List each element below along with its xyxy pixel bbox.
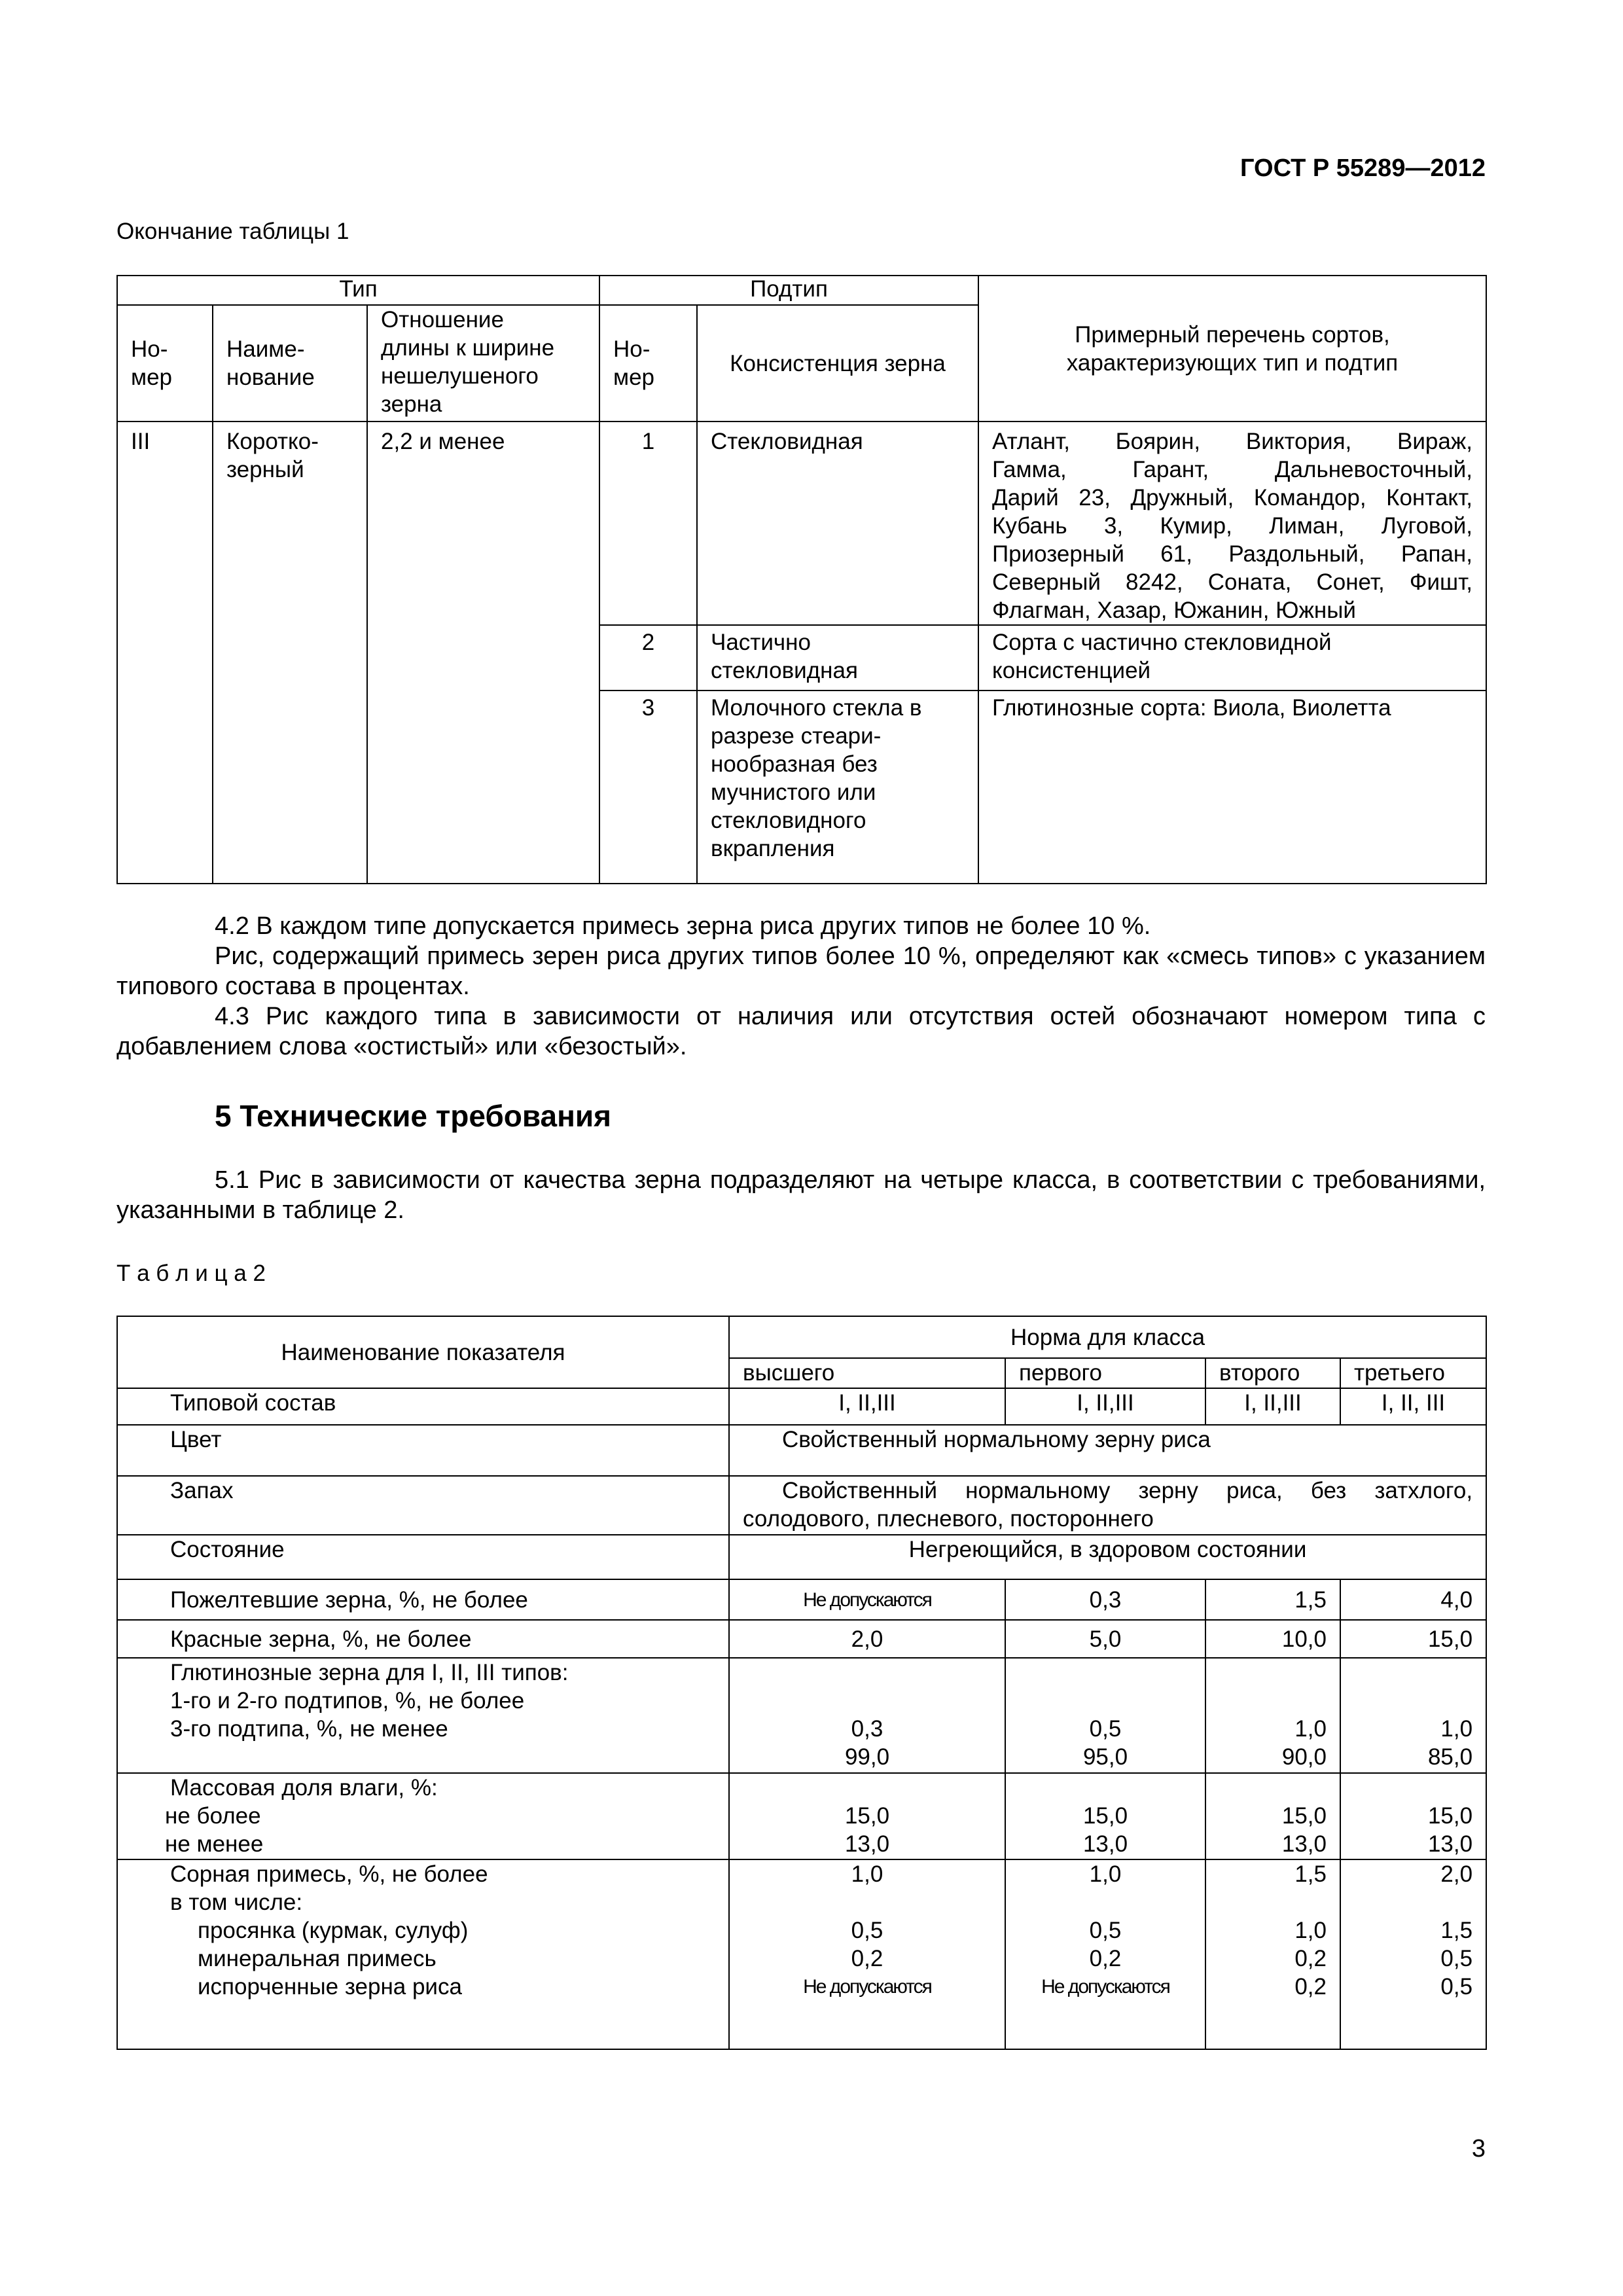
t2-vlaga-v2: 15,0 13,0 bbox=[1005, 1773, 1205, 1859]
t1-head-otnosh: Отношение длины к ширине нешелушеного зерна bbox=[367, 305, 599, 422]
t2-glyut-label: Глютинозные зерна для I, II, III типов: 1-го и 2-го подтипов, %, не более 3-го подтипа, %, не менее bbox=[117, 1658, 729, 1773]
doc-code: ГОСТ Р 55289—2012 bbox=[1240, 154, 1486, 182]
table1-caption: Окончание таблицы 1 bbox=[116, 219, 349, 244]
t2-pozh-v3: 1,5 bbox=[1205, 1579, 1340, 1620]
t2-pozh-v1: Не допускаются bbox=[729, 1579, 1005, 1620]
t2-sost-label: Состояние bbox=[117, 1535, 729, 1579]
t2-vlaga-v1: 15,0 13,0 bbox=[729, 1773, 1005, 1859]
t2-head-class-3: второго bbox=[1205, 1358, 1340, 1388]
section-title: 5 Технические требования bbox=[215, 1099, 611, 1133]
t2-head-class-4: третьего bbox=[1340, 1358, 1486, 1388]
t2-kras-label: Красные зерна, %, не более bbox=[117, 1620, 729, 1658]
table-row bbox=[117, 1620, 1486, 1658]
table-row bbox=[117, 1535, 1486, 1579]
t2-sorn-v4: 2,0 1,5 0,5 0,5 bbox=[1340, 1859, 1486, 2049]
t2-pozh-label: Пожелтевшие зерна, %, не более bbox=[117, 1579, 729, 1620]
t2-glyut-v2: 0,5 95,0 bbox=[1005, 1658, 1205, 1773]
t1-head-nomer: Но- мер bbox=[117, 305, 213, 422]
t2-glyut-v3: 1,0 90,0 bbox=[1205, 1658, 1340, 1773]
t2-tip-v3: I, II,III bbox=[1205, 1388, 1340, 1425]
table-row bbox=[117, 1773, 1486, 1859]
t2-cvet-val: Свойственный нормальному зерну риса bbox=[729, 1425, 1486, 1476]
table-row bbox=[117, 1476, 1486, 1535]
table-row bbox=[117, 1658, 1486, 1773]
t2-kras-v2: 5,0 bbox=[1005, 1620, 1205, 1658]
para-5-1: 5.1 Рис в зависимости от качества зерна подразделяют на четыре класса, в соответствии с требованиями, указанными в таблице 2. bbox=[116, 1166, 1486, 1224]
table-row bbox=[117, 1388, 1486, 1425]
t1-sub2-num: 2 bbox=[599, 625, 697, 691]
t2-tip-label: Типовой состав bbox=[117, 1388, 729, 1425]
t2-tip-v1: I, II,III bbox=[729, 1388, 1005, 1425]
t2-vlaga-v3: 15,0 13,0 bbox=[1205, 1773, 1340, 1859]
t2-zapah-val: Свойственный нормальному зерну риса, без затхлого, солодового, плесневого, постороннего bbox=[729, 1476, 1486, 1535]
t2-vlaga-label: Массовая доля влаги, %: не более не менее bbox=[117, 1773, 729, 1859]
t1-sub1-num: 1 bbox=[599, 422, 697, 625]
t2-zapah-label: Запах bbox=[117, 1476, 729, 1535]
t2-sorn-v2: 1,0 0,5 0,2 Не допускаются bbox=[1005, 1859, 1205, 2049]
t1-sub3-sorts: Глютинозные сорта: Виола, Виолетта bbox=[978, 691, 1486, 884]
t1-head-naim: Наиме- нование bbox=[213, 305, 367, 422]
para-4-2: 4.2 В каждом типе допускается примесь зерна риса других типов не более 10 %. bbox=[215, 912, 1151, 940]
t2-tip-v4: I, II, III bbox=[1340, 1388, 1486, 1425]
t2-glyut-v1: 0,3 99,0 bbox=[729, 1658, 1005, 1773]
table-row bbox=[117, 1579, 1486, 1620]
table-row bbox=[117, 422, 1486, 625]
para-4-2-mix: Рис, содержащий примесь зерен риса других типов более 10 %, определяют как «смесь типов» с указанием типового состава в процентах. bbox=[116, 942, 1486, 1000]
t2-kras-v1: 2,0 bbox=[729, 1620, 1005, 1658]
t1-head-nomer2: Но- мер bbox=[599, 305, 697, 422]
t2-sorn-v1: 1,0 0,5 0,2 Не допускаются bbox=[729, 1859, 1005, 2049]
t2-sost-val: Негреющийся, в здоровом состоянии bbox=[729, 1535, 1486, 1579]
t2-head-indicator: Наименование показателя bbox=[117, 1316, 729, 1388]
section4-text bbox=[116, 911, 1486, 1062]
table-row bbox=[117, 1859, 1486, 2049]
t2-sorn-v3: 1,5 1,0 0,2 0,2 bbox=[1205, 1859, 1340, 2049]
t1-sub1-cons: Стекловидная bbox=[697, 422, 978, 625]
t2-kras-v3: 10,0 bbox=[1205, 1620, 1340, 1658]
t1-ratio: 2,2 и менее bbox=[367, 422, 599, 884]
page-number: 3 bbox=[1471, 2135, 1486, 2162]
t2-pozh-v4: 4,0 bbox=[1340, 1579, 1486, 1620]
t1-head-perechen: Примерный перечень сортов, характеризующих тип и подтип bbox=[978, 276, 1486, 422]
t2-head-norm: Норма для класса bbox=[729, 1316, 1486, 1358]
t1-sub3-cons: Молочного стекла в разрезе стеари- нообразная без мучнистого или стекловидного вкрапления bbox=[697, 691, 978, 884]
para-4-3: 4.3 Рис каждого типа в зависимости от наличия или отсутствия остей обозначают номером типа с добавлением слова «остистый» или «безостый». bbox=[116, 1003, 1486, 1060]
t2-kras-v4: 15,0 bbox=[1340, 1620, 1486, 1658]
t2-vlaga-v4: 15,0 13,0 bbox=[1340, 1773, 1486, 1859]
t1-type-num: III bbox=[117, 422, 213, 884]
section5-text bbox=[116, 1165, 1486, 1225]
t1-sub2-sorts: Сорта с частично стекловидной консистенцией bbox=[978, 625, 1486, 691]
table1 bbox=[116, 275, 1487, 884]
t1-sub2-cons: Частично стекловидная bbox=[697, 625, 978, 691]
t1-head-tip: Тип bbox=[117, 276, 599, 305]
t1-sub3-num: 3 bbox=[599, 691, 697, 884]
t2-head-class-1: высшего bbox=[729, 1358, 1005, 1388]
t2-pozh-v2: 0,3 bbox=[1005, 1579, 1205, 1620]
t1-sub1-sorts: Атлант, Боярин, Виктория, Вираж, Гамма, Гарант, Дальневосточный, Дарий 23, Дружный, Командор, Контакт, Кубань 3, Кумир, Лиман, Луговой, Приозерный 61, Раздольный, Рапан, Северный 8242, Соната, Сонет, Фишт, Флагман, Хазар, Южанин, Южный bbox=[978, 422, 1486, 625]
t2-cvet-label: Цвет bbox=[117, 1425, 729, 1476]
table2 bbox=[116, 1316, 1487, 2050]
t2-sorn-label: Сорная примесь, %, не более в том числе: просянка (курмак, сулуф) минеральная примесь испорченные зерна риса bbox=[117, 1859, 729, 2049]
table2-caption: Т а б л и ц а 2 bbox=[116, 1261, 266, 1286]
t2-glyut-v4: 1,0 85,0 bbox=[1340, 1658, 1486, 1773]
t2-head-class-2: первого bbox=[1005, 1358, 1205, 1388]
t1-type-name: Коротко- зерный bbox=[213, 422, 367, 884]
table-row bbox=[117, 1425, 1486, 1476]
t1-head-podtip: Подтип bbox=[599, 276, 978, 305]
t2-tip-v2: I, II,III bbox=[1005, 1388, 1205, 1425]
t1-head-konsist: Консистенция зерна bbox=[697, 305, 978, 422]
